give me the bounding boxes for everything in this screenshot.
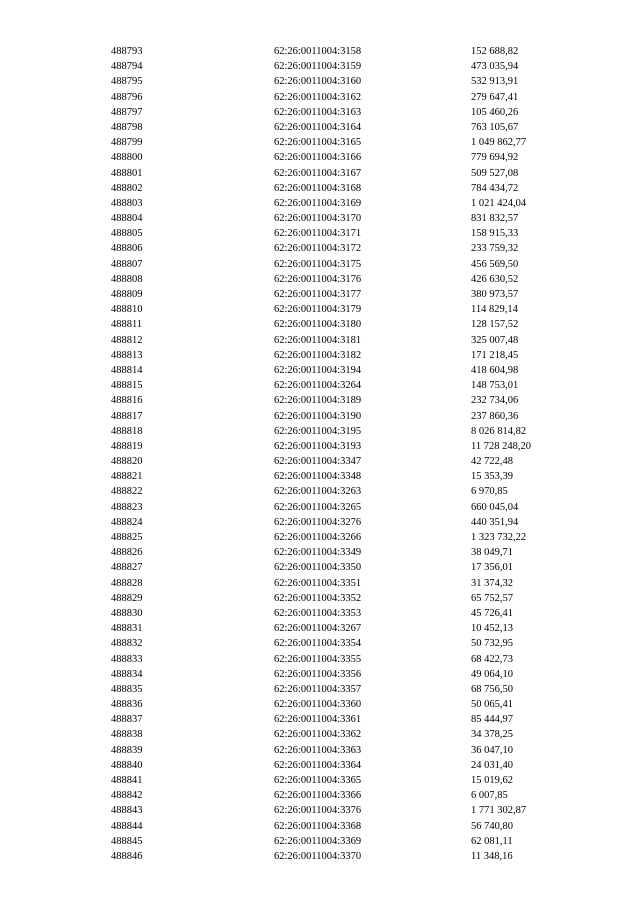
cadastral-number: 62:26:0011004:3266 — [274, 532, 362, 543]
cadastral-number: 62:26:0011004:3353 — [274, 607, 362, 619]
cadastral-number: 62:26:0011004:3348 — [274, 471, 362, 483]
table-row — [111, 135, 571, 150]
cadastral-value: 237 860,36 — [471, 410, 519, 422]
cadastral-value: 158 915,33 — [471, 228, 519, 240]
table-row — [111, 834, 571, 849]
record-number: 488809 — [111, 289, 143, 300]
record-number: 488828 — [111, 577, 143, 589]
cadastral-number: 62:26:0011004:3265 — [274, 501, 362, 513]
record-number: 488836 — [111, 699, 143, 711]
table-row — [111, 591, 571, 606]
record-number: 488808 — [111, 273, 143, 285]
table-row — [111, 697, 571, 712]
record-number: 488845 — [111, 835, 143, 847]
table-row — [111, 484, 571, 499]
cadastral-value: 45 726,41 — [471, 607, 513, 619]
cadastral-number: 62:26:0011004:3163 — [274, 106, 362, 118]
cadastral-value: 68 422,73 — [471, 653, 513, 665]
cadastral-value: 42 722,48 — [471, 456, 513, 468]
table-row — [111, 196, 571, 211]
cadastral-number: 62:26:0011004:3166 — [274, 152, 362, 164]
cadastral-number: 62:26:0011004:3158 — [274, 46, 362, 57]
cadastral-value: 11 728 248,20 — [471, 440, 531, 452]
table-row — [111, 621, 571, 636]
cadastral-value: 473 035,94 — [471, 61, 519, 73]
cadastral-number: 62:26:0011004:3366 — [274, 790, 362, 802]
cadastral-value: 68 756,50 — [471, 683, 513, 695]
cadastral-number: 62:26:0011004:3354 — [274, 638, 362, 650]
cadastral-number: 62:26:0011004:3193 — [274, 440, 362, 452]
cadastral-value: 171 218,45 — [471, 349, 519, 361]
record-number: 488840 — [111, 759, 143, 771]
cadastral-number: 62:26:0011004:3170 — [274, 213, 362, 225]
table-row — [111, 803, 571, 818]
table-row — [111, 409, 571, 424]
table-row — [111, 44, 571, 59]
cadastral-value: 38 049,71 — [471, 547, 513, 559]
record-number: 488810 — [111, 304, 143, 316]
table-row — [111, 226, 571, 241]
cadastral-value: 1 021 424,04 — [471, 197, 527, 209]
record-number: 488811 — [111, 319, 143, 331]
record-number: 488817 — [111, 410, 143, 422]
cadastral-value: 114 829,14 — [471, 304, 518, 316]
record-number: 488799 — [111, 137, 143, 149]
data-table — [111, 44, 571, 864]
record-number: 488834 — [111, 668, 143, 680]
cadastral-number: 62:26:0011004:3164 — [274, 121, 362, 133]
table-row — [111, 773, 571, 788]
cadastral-number: 62:26:0011004:3263 — [274, 486, 362, 498]
cadastral-value: 31 374,32 — [471, 577, 513, 589]
record-number: 488797 — [111, 106, 143, 118]
record-number: 488802 — [111, 182, 143, 194]
table-row — [111, 90, 571, 105]
cadastral-value: 325 007,48 — [471, 334, 519, 346]
cadastral-number: 62:26:0011004:3160 — [274, 76, 362, 88]
record-number: 488846 — [111, 850, 143, 862]
cadastral-value: 831 832,57 — [471, 213, 519, 225]
cadastral-number: 62:26:0011004:3194 — [274, 364, 362, 376]
table-row — [111, 302, 571, 317]
cadastral-number: 62:26:0011004:3360 — [274, 699, 362, 711]
cadastral-value: 660 045,04 — [471, 501, 519, 513]
cadastral-value: 233 759,32 — [471, 243, 519, 255]
cadastral-number: 62:26:0011004:3363 — [274, 744, 362, 756]
record-number: 488796 — [111, 91, 143, 103]
table-row — [111, 712, 571, 727]
cadastral-value: 17 356,01 — [471, 562, 513, 574]
cadastral-value: 426 630,52 — [471, 273, 519, 285]
cadastral-value: 6 007,85 — [471, 790, 508, 802]
cadastral-value: 105 460,26 — [471, 106, 519, 118]
cadastral-number: 62:26:0011004:3195 — [274, 425, 362, 437]
table-row — [111, 74, 571, 89]
record-number: 488839 — [111, 744, 143, 756]
table-row — [111, 743, 571, 758]
table-row — [111, 469, 571, 484]
table-row — [111, 439, 571, 454]
table-row — [111, 241, 571, 256]
table-row — [111, 363, 571, 378]
table-row — [111, 530, 571, 545]
record-number: 488804 — [111, 213, 143, 225]
cadastral-number: 62:26:0011004:3177 — [274, 289, 362, 300]
table-row — [111, 500, 571, 515]
cadastral-value: 36 047,10 — [471, 744, 513, 756]
cadastral-value: 24 031,40 — [471, 759, 513, 771]
table-row — [111, 105, 571, 120]
table-row — [111, 333, 571, 348]
record-number: 488805 — [111, 228, 143, 240]
record-number: 488818 — [111, 425, 143, 437]
record-number: 488794 — [111, 61, 143, 73]
record-number: 488824 — [111, 516, 143, 528]
cadastral-value: 1 049 862,77 — [471, 137, 527, 149]
record-number: 488807 — [111, 258, 143, 270]
cadastral-value: 85 444,97 — [471, 714, 513, 726]
record-number: 488816 — [111, 395, 143, 407]
table-row — [111, 758, 571, 773]
table-row — [111, 120, 571, 135]
table-row — [111, 424, 571, 439]
record-number: 488841 — [111, 775, 143, 786]
table-row — [111, 652, 571, 667]
record-number: 488798 — [111, 121, 143, 133]
record-number: 488812 — [111, 334, 143, 346]
cadastral-number: 62:26:0011004:3165 — [274, 137, 362, 149]
cadastral-number: 62:26:0011004:3182 — [274, 349, 362, 361]
cadastral-value: 34 378,25 — [471, 729, 513, 741]
cadastral-value: 509 527,08 — [471, 167, 519, 179]
cadastral-number: 62:26:0011004:3351 — [274, 577, 362, 589]
cadastral-number: 62:26:0011004:3369 — [274, 835, 362, 847]
record-number: 488820 — [111, 456, 143, 468]
record-number: 488842 — [111, 790, 143, 802]
cadastral-number: 62:26:0011004:3176 — [274, 273, 362, 285]
cadastral-number: 62:26:0011004:3368 — [274, 820, 362, 832]
cadastral-number: 62:26:0011004:3181 — [274, 334, 362, 346]
record-number: 488833 — [111, 653, 143, 665]
cadastral-number: 62:26:0011004:3172 — [274, 243, 362, 255]
record-number: 488838 — [111, 729, 143, 741]
cadastral-number: 62:26:0011004:3355 — [274, 653, 362, 665]
cadastral-value: 10 452,13 — [471, 623, 513, 635]
cadastral-value: 15 019,62 — [471, 775, 513, 786]
cadastral-number: 62:26:0011004:3364 — [274, 759, 362, 771]
cadastral-value: 148 753,01 — [471, 380, 519, 392]
record-number: 488822 — [111, 486, 143, 498]
table-row — [111, 606, 571, 621]
table-row — [111, 560, 571, 575]
cadastral-number: 62:26:0011004:3168 — [274, 182, 362, 194]
record-number: 488815 — [111, 380, 143, 392]
record-number: 488835 — [111, 683, 143, 695]
cadastral-value: 11 348,16 — [471, 850, 513, 862]
record-number: 488801 — [111, 167, 143, 179]
cadastral-number: 62:26:0011004:3169 — [274, 197, 362, 209]
table-row — [111, 166, 571, 181]
record-number: 488837 — [111, 714, 143, 726]
table-row — [111, 515, 571, 530]
record-number: 488829 — [111, 592, 143, 604]
cadastral-value: 15 353,39 — [471, 471, 513, 483]
record-number: 488814 — [111, 364, 143, 376]
record-number: 488827 — [111, 562, 143, 574]
table-row — [111, 348, 571, 363]
record-number: 488843 — [111, 805, 143, 817]
cadastral-value: 456 569,50 — [471, 258, 519, 270]
cadastral-value: 49 064,10 — [471, 668, 513, 680]
cadastral-value: 532 913,91 — [471, 76, 519, 88]
cadastral-number: 62:26:0011004:3180 — [274, 319, 362, 331]
cadastral-number: 62:26:0011004:3264 — [274, 380, 362, 392]
table-row — [111, 849, 571, 864]
record-number: 488803 — [111, 197, 143, 209]
table-row — [111, 819, 571, 834]
table-row — [111, 576, 571, 591]
record-number: 488800 — [111, 152, 143, 164]
cadastral-value: 65 752,57 — [471, 592, 513, 604]
cadastral-value: 1 771 302,87 — [471, 805, 527, 817]
record-number: 488844 — [111, 820, 143, 832]
cadastral-number: 62:26:0011004:3357 — [274, 683, 362, 695]
cadastral-number: 62:26:0011004:3376 — [274, 805, 362, 817]
cadastral-value: 1 323 732,22 — [471, 532, 527, 543]
cadastral-value: 8 026 814,82 — [471, 425, 527, 437]
table-row — [111, 257, 571, 272]
cadastral-number: 62:26:0011004:3167 — [274, 167, 362, 179]
cadastral-value: 232 734,06 — [471, 395, 519, 407]
record-number: 488826 — [111, 547, 143, 559]
table-row — [111, 59, 571, 74]
cadastral-value: 152 688,82 — [471, 46, 519, 57]
record-number: 488825 — [111, 532, 143, 543]
cadastral-number: 62:26:0011004:3189 — [274, 395, 362, 407]
table-row — [111, 272, 571, 287]
cadastral-number: 62:26:0011004:3190 — [274, 410, 362, 422]
record-number: 488795 — [111, 76, 143, 88]
table-row — [111, 378, 571, 393]
cadastral-value: 6 970,85 — [471, 486, 508, 498]
cadastral-number: 62:26:0011004:3347 — [274, 456, 362, 468]
cadastral-number: 62:26:0011004:3352 — [274, 592, 362, 604]
record-number: 488819 — [111, 440, 143, 452]
cadastral-value: 418 604,98 — [471, 364, 519, 376]
cadastral-number: 62:26:0011004:3350 — [274, 562, 362, 574]
record-number: 488821 — [111, 471, 143, 483]
record-number: 488831 — [111, 623, 143, 635]
table-row — [111, 636, 571, 651]
table-row — [111, 287, 571, 302]
table-row — [111, 317, 571, 332]
cadastral-number: 62:26:0011004:3276 — [274, 516, 362, 528]
cadastral-number: 62:26:0011004:3171 — [274, 228, 362, 240]
cadastral-value: 50 732,95 — [471, 638, 513, 650]
cadastral-number: 62:26:0011004:3179 — [274, 304, 362, 316]
cadastral-value: 763 105,67 — [471, 121, 519, 133]
table-row — [111, 211, 571, 226]
cadastral-value: 380 973,57 — [471, 289, 519, 300]
cadastral-value: 62 081,11 — [471, 835, 513, 847]
cadastral-number: 62:26:0011004:3361 — [274, 714, 362, 726]
cadastral-number: 62:26:0011004:3267 — [274, 623, 362, 635]
cadastral-number: 62:26:0011004:3159 — [274, 61, 362, 73]
record-number: 488830 — [111, 607, 143, 619]
cadastral-number: 62:26:0011004:3362 — [274, 729, 362, 741]
cadastral-number: 62:26:0011004:3349 — [274, 547, 362, 559]
record-number: 488806 — [111, 243, 143, 255]
cadastral-number: 62:26:0011004:3175 — [274, 258, 362, 270]
cadastral-value: 784 434,72 — [471, 182, 519, 194]
record-number: 488832 — [111, 638, 143, 650]
record-number: 488793 — [111, 46, 143, 57]
cadastral-value: 779 694,92 — [471, 152, 519, 164]
table-row — [111, 393, 571, 408]
cadastral-value: 440 351,94 — [471, 516, 519, 528]
record-number: 488823 — [111, 501, 143, 513]
table-row — [111, 545, 571, 560]
table-row — [111, 788, 571, 803]
table-row — [111, 667, 571, 682]
cadastral-value: 56 740,80 — [471, 820, 513, 832]
table-row — [111, 181, 571, 196]
cadastral-number: 62:26:0011004:3370 — [274, 850, 362, 862]
table-row — [111, 682, 571, 697]
table-row — [111, 727, 571, 742]
record-number: 488813 — [111, 349, 143, 361]
cadastral-number: 62:26:0011004:3365 — [274, 775, 362, 786]
cadastral-value: 279 647,41 — [471, 91, 519, 103]
cadastral-value: 128 157,52 — [471, 319, 519, 331]
cadastral-number: 62:26:0011004:3356 — [274, 668, 362, 680]
table-row — [111, 150, 571, 165]
table-row — [111, 454, 571, 469]
cadastral-value: 50 065,41 — [471, 699, 513, 711]
cadastral-number: 62:26:0011004:3162 — [274, 91, 362, 103]
